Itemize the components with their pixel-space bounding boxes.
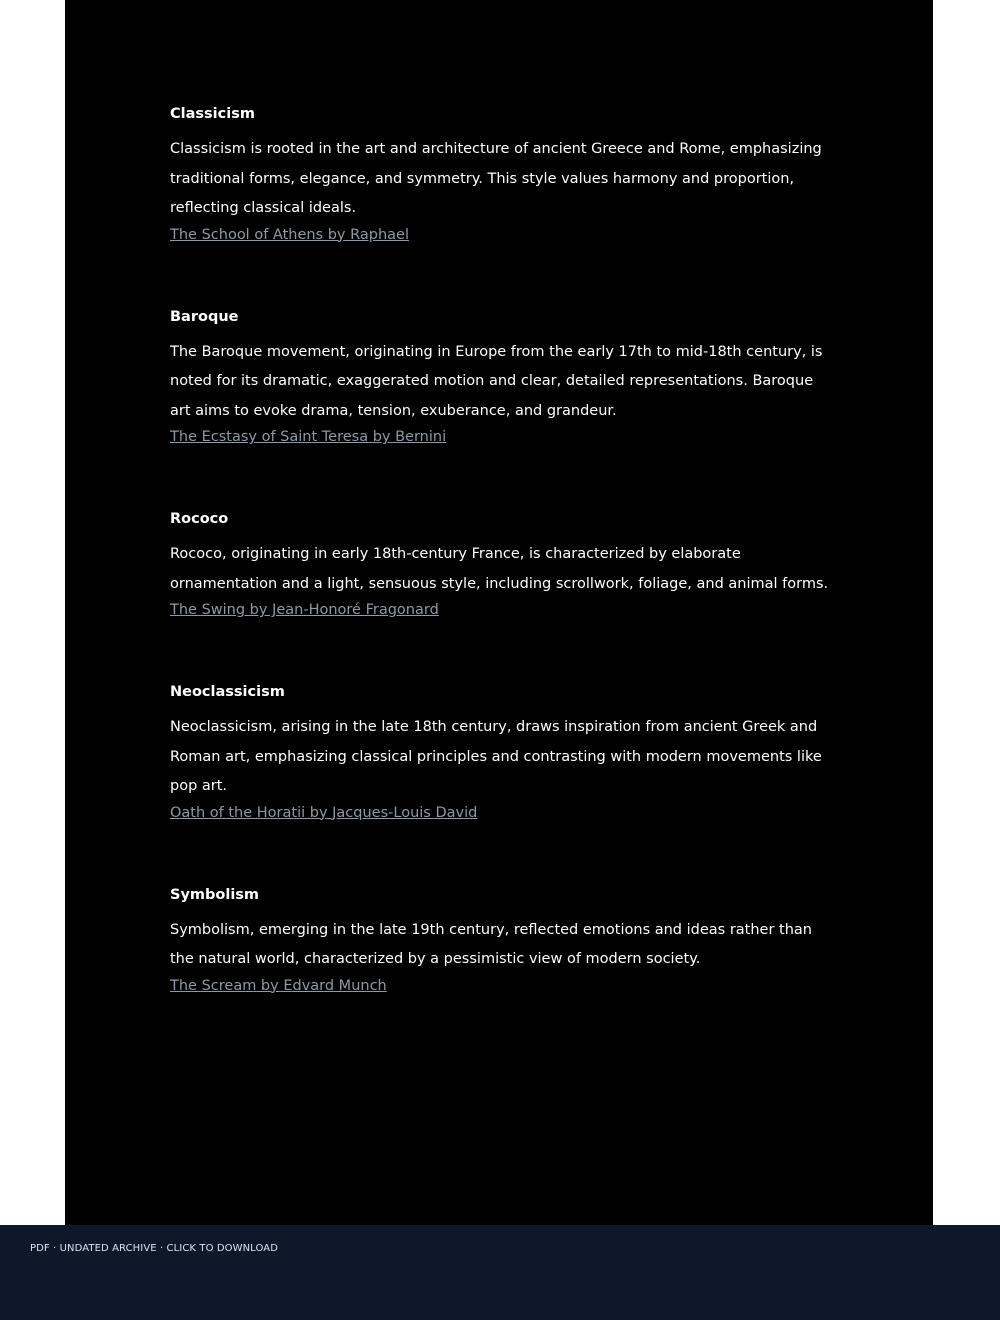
section-body: Symbolism, emerging in the late 19th century, reflected emotions and ideas rather than the natural world, characterized by a pessimistic view of modern society.: [170, 921, 812, 967]
section-baroque: [170, 307, 830, 448]
section-neoclassicism: [170, 682, 830, 823]
section-body: The Baroque movement, originating in Europe from the early 17th to mid-18th century, is noted for its dramatic, exaggerated motion and clear, detailed representations. Baroque art aims to evoke drama, tension, exuberance, and grandeur.: [170, 343, 823, 419]
document-page: [65, 0, 933, 1225]
section-title: Neoclassicism: [170, 684, 285, 700]
section-symbolism: [170, 885, 830, 996]
section-body: Neoclassicism, arising in the late 18th century, draws inspiration from ancient Greek and Roman art, emphasizing classical principles and contrasting with modern movements like pop art.: [170, 719, 822, 794]
document-content: [170, 104, 830, 1058]
artwork-link[interactable]: The Ecstasy of Saint Teresa by Bernini: [170, 429, 447, 445]
artwork-link[interactable]: The Scream by Edvard Munch: [170, 977, 387, 994]
artwork-link[interactable]: The School of Athens by Raphael: [170, 226, 409, 243]
section-rococo: [170, 509, 830, 620]
download-label[interactable]: PDF · UNDATED ARCHIVE · CLICK TO DOWNLOAD: [30, 1243, 279, 1254]
section-title: Baroque: [170, 308, 239, 325]
download-footer[interactable]: [0, 1225, 1000, 1320]
section-body: Classicism is rooted in the art and architecture of ancient Greece and Rome, emphasizing traditional forms, elegance, and symmetry. This style values harmony and proportion, reflecting classical ideals.: [170, 141, 822, 216]
section-body: Rococo, originating in early 18th-century France, is characterized by elaborate ornamentation and a light, sensuous style, including scrollwork, foliage, and animal forms.: [170, 546, 829, 592]
section-title: Rococo: [170, 511, 229, 527]
section-title: Symbolism: [170, 886, 260, 903]
artwork-link[interactable]: Oath of the Horatii by Jacques-Louis David: [170, 804, 478, 821]
section-classicism: [170, 104, 830, 245]
section-title: Classicism: [170, 106, 255, 122]
artwork-link[interactable]: The Swing by Jean-Honoré Fragonard: [170, 602, 439, 618]
